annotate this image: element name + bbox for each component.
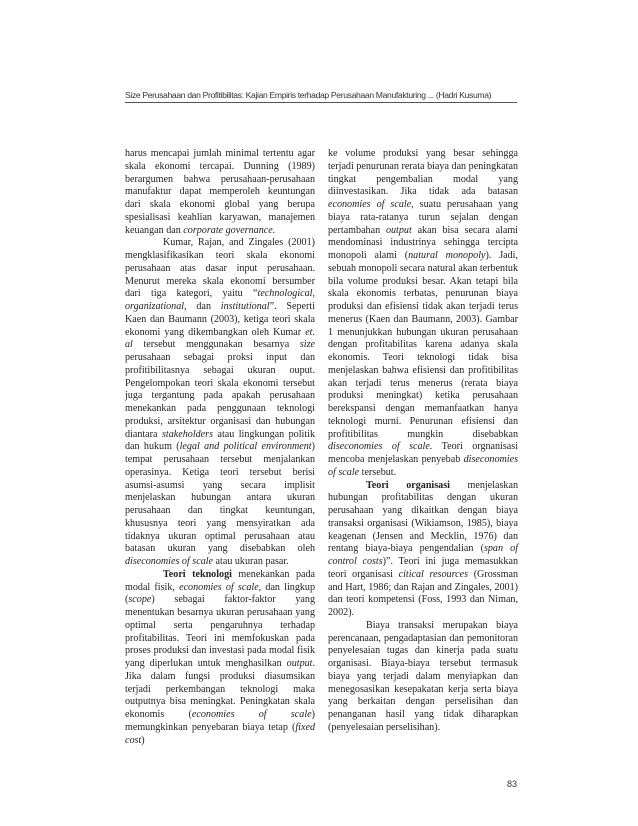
text-run: Teori orgnanisasi mencoba menjelaskan penyebab xyxy=(328,441,519,465)
italic-term: span of control costs xyxy=(328,543,518,567)
text-run: dan xyxy=(186,301,221,312)
text-run: ) memungkinkan penyebaran biaya tetap ( xyxy=(125,709,315,733)
text-run: (Grossman and Hart, 1986; dan Rajan and Zingales, 2001) dan teori kompetensi (Foss, 1993 dan Niman, 2002). xyxy=(328,568,518,618)
header-rule xyxy=(125,102,517,103)
text-run: Kumar, Rajan, and Zingales (2001) mengklasifikasikan teori skala ekonomi perusahaan atas dasar input perusahaan. Menurut mereka skala ekonomi bersumber dari tiga kategori, yaitu “ xyxy=(125,237,315,300)
left-column xyxy=(125,148,315,747)
text-run: )”. Teori ini juga memasukkan teori organisasi xyxy=(328,556,518,580)
italic-term: output xyxy=(385,224,412,236)
italic-term: technological, organizational, xyxy=(125,288,315,312)
text-run: . Jika dalam fungsi produksi diasumsikan terjadi perkembangan teknologi maka outputnya bisa meningkat. Peningkatan skala ekonomis ( xyxy=(125,658,315,720)
text-run: ) xyxy=(141,734,145,746)
page-number: 83 xyxy=(506,779,517,789)
italic-term: size xyxy=(299,339,315,351)
italic-term: economies of scale xyxy=(328,199,412,210)
paragraph xyxy=(328,620,518,735)
text-run: ) sebagai faktor-faktor yang menentukan besarnya ukuran perusahaan yang optimal serta pengaruhnya terhadap profitabilitas. Teori ini memfokuskan pada proses produksi dan investasi pada modal fisik yang diperlukan untuk menghasilkan xyxy=(125,594,315,669)
italic-term: fixed cost xyxy=(125,721,315,746)
italic-term: stakeholders xyxy=(161,428,214,440)
text-run: ) tempat perusahaan tersebut menjalankan operasinya. Ketiga teori tersebut berisi asumsi-asumsi yang secara implisit menjelaskan hubungan antara ukuran perusahaan dan tingkat keuntungan, khususnya teori yang mensyiratkan ada tidaknya ukuran optimal perusahaan atau batasan ukuran yang disebabkan oleh xyxy=(125,441,315,555)
text-run: akan bisa secara alami mendominasi industrinya sehingga tercipta monopoli alami ( xyxy=(328,224,518,261)
italic-term: citical resources xyxy=(398,568,469,580)
italic-term: output xyxy=(286,658,313,669)
paragraph xyxy=(328,148,518,480)
text-run: Biaya transaksi merupakan biaya perencanaan, pengadaptasian dan pemonitoran penyelesaian tugas dan kinerja pada suatu organisasi. Biaya-biaya tersebut termasuk biaya yang terjadi dalam menyiapkan dan menegosasikan kesepakatan kerja serta biaya yang berkaitan dengan perselisihan dan penanganan hasil yang tidak diharapkan (penyelesaian perselisihan). xyxy=(328,619,518,733)
text-run: tersebut. xyxy=(359,466,397,478)
running-head: Size Perusahaan dan Profitibilitas: Kajian Empiris terhadap Perusahaan Manufakturing ... (Hadri Kusuma) xyxy=(125,90,492,100)
italic-term: corporate governance. xyxy=(183,224,276,236)
italic-term: legal and political environment xyxy=(179,441,312,453)
italic-term: economies of scale xyxy=(191,709,312,720)
text-run: ). Jadi, sebuah monopoli secara natural akan terbentuk bila volume produksi besar. Akan tetapi bila skala ekonomis terbatas, penurunan biaya produksi dan efisiensi tidak akan terjadi terus menerus (Kaen dan Baumann, 2003). Gambar 1 menunjukkan hubungan ukuran perusahaan dengan profitabilitas karena adanya skala ekonomis. Teori teknologi tidak bisa menjelaskan bahwa efisiensi dan profitibilitas akan terjadi terus menerus (rerata biaya produksi meningkat) ketika perusahaan berekspansi dengan memanfaatkan hanya teknologi murni. Penurunan efisiensi dan profitibilitas mungkin disebabkan xyxy=(328,250,518,440)
text-run: atau lingkungan politik dan hukum ( xyxy=(125,428,315,453)
text-run: , suatu perusahaan yang biaya rata-ratanya turun sejalan dengan pertambahan xyxy=(328,199,518,236)
text-run: menjelaskan hubungan profitabilitas dengan ukuran perusahaan yang dikaitkan dengan biaya transaksi organisasi (Wikiamson, 1985), biaya keagenan (Jensen and Mecklin, 1976) dan rentang biaya-biaya pengendalian ( xyxy=(328,479,518,555)
paragraph xyxy=(125,569,315,748)
italic-term: natural monopoly xyxy=(408,250,486,261)
text-run: tersebut menggunakan besarnya xyxy=(132,339,300,351)
text-run: ”. Seperti Kaen dan Baumann (2003), ketiga teori skala ekonomi yang dikembangkan oleh Kumar xyxy=(125,301,315,338)
right-column xyxy=(328,148,518,735)
text-run: dan lingkup ( xyxy=(125,581,316,606)
text-run: perusahaan sebagai proksi input dan profitibilitasnya sebagai ukuran ouput. Pengelompokan teori skala ekonomi tersebut juga tergantung pada apakah perusahaan menekankan pada penggunaan teknologi produksi, arsitektur organisasi dan hubungan diantara xyxy=(125,352,315,440)
italic-term: economies of scale, xyxy=(179,581,262,593)
italic-term: institutional xyxy=(220,301,270,312)
italic-term: scope xyxy=(128,594,152,606)
paragraph xyxy=(125,237,315,569)
italic-term: et. al xyxy=(125,326,315,351)
text-run: harus mencapai jumlah minimal tertentu agar skala ekonomi tercapai. Dunning (1989) berargumen bahwa perusahaan-perusahaan manufaktur dapat memperoleh keuntungan dari skala ekonomi global yang berupa spesialisasi keahlian karyawan, manajemen keuangan dan xyxy=(125,148,315,236)
paragraph xyxy=(125,148,315,237)
italic-term: diseconomies of scale xyxy=(125,556,214,567)
text-run: ke volume produksi yang besar sehingga terjadi penurunan rerata biaya dan peningkatan tingkat pengembalian modal yang diinvestasikan. Jika tidak ada batasan xyxy=(328,148,518,198)
italic-term: diseconomies of scale xyxy=(328,454,518,478)
paragraph xyxy=(328,480,518,620)
italic-term: diseconomies of scale. xyxy=(328,441,433,453)
text-run: menekankan pada modal fisik, xyxy=(125,568,315,593)
text-run: atau ukuran pasar. xyxy=(213,556,289,567)
bold-term: Teori organisasi xyxy=(366,479,450,491)
bold-term: Teori teknologi xyxy=(163,568,232,580)
